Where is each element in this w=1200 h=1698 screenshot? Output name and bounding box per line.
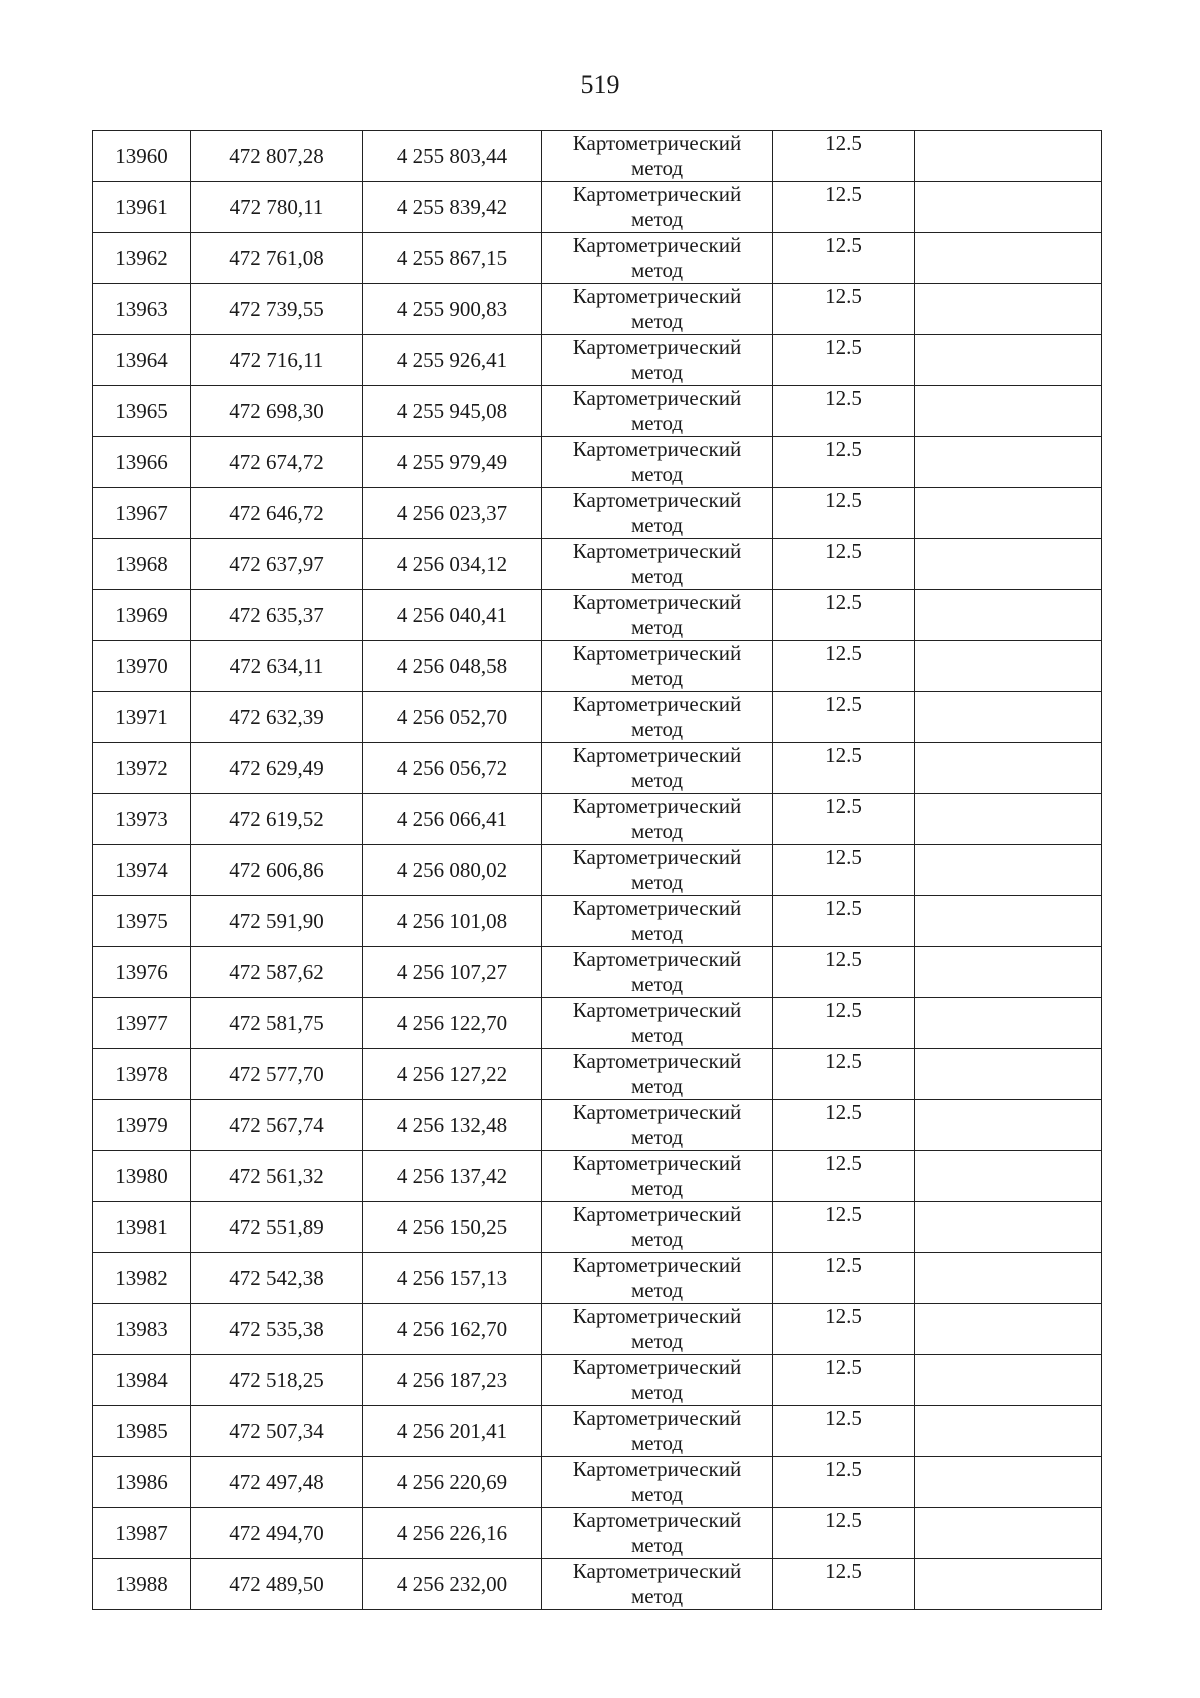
point-number-cell: 13961 [93, 182, 191, 233]
empty-cell [915, 845, 1102, 896]
y-coordinate-cell: 4 255 945,08 [363, 386, 542, 437]
x-coordinate-cell: 472 518,25 [191, 1355, 363, 1406]
point-number-cell: 13980 [93, 1151, 191, 1202]
x-coordinate-cell: 472 780,11 [191, 182, 363, 233]
accuracy-cell: 12.5 [773, 182, 915, 233]
method-cell [542, 1253, 773, 1304]
method-line-1: Картометрический [572, 233, 742, 257]
point-number-cell: 13965 [93, 386, 191, 437]
method-line-1: Картометрический [572, 488, 742, 512]
method-line-2: метод [630, 462, 684, 486]
method-line-2: метод [630, 258, 684, 282]
method-cell [542, 335, 773, 386]
y-coordinate-cell: 4 256 023,37 [363, 488, 542, 539]
method-cell [542, 794, 773, 845]
x-coordinate-cell: 472 716,11 [191, 335, 363, 386]
y-coordinate-cell: 4 256 066,41 [363, 794, 542, 845]
y-coordinate-cell: 4 256 150,25 [363, 1202, 542, 1253]
method-line-2: метод [630, 819, 684, 843]
page-number: 519 [580, 70, 620, 99]
point-number-cell: 13973 [93, 794, 191, 845]
point-number-cell: 13974 [93, 845, 191, 896]
method-line-1: Картометрический [572, 998, 742, 1022]
y-coordinate-cell: 4 256 048,58 [363, 641, 542, 692]
method-cell [542, 182, 773, 233]
table-row [93, 1202, 1102, 1253]
method-line-1: Картометрический [572, 437, 742, 461]
x-coordinate-cell: 472 489,50 [191, 1559, 363, 1610]
point-number-cell: 13977 [93, 998, 191, 1049]
method-line-1: Картометрический [572, 539, 742, 563]
point-number-cell: 13968 [93, 539, 191, 590]
table-row [93, 386, 1102, 437]
empty-cell [915, 947, 1102, 998]
method-cell [542, 488, 773, 539]
table-row [93, 437, 1102, 488]
accuracy-cell: 12.5 [773, 1508, 915, 1559]
method-cell [542, 845, 773, 896]
table-row [93, 1100, 1102, 1151]
method-line-1: Картометрический [572, 335, 742, 359]
method-line-1: Картометрический [572, 182, 742, 206]
empty-cell [915, 437, 1102, 488]
accuracy-cell: 12.5 [773, 896, 915, 947]
empty-cell [915, 743, 1102, 794]
empty-cell [915, 1049, 1102, 1100]
point-number-cell: 13975 [93, 896, 191, 947]
point-number-cell: 13970 [93, 641, 191, 692]
method-line-1: Картометрический [572, 1304, 742, 1328]
method-line-2: метод [630, 564, 684, 588]
method-cell [542, 1202, 773, 1253]
x-coordinate-cell: 472 619,52 [191, 794, 363, 845]
method-cell [542, 131, 773, 182]
accuracy-cell: 12.5 [773, 845, 915, 896]
method-line-1: Картометрический [572, 845, 742, 869]
method-line-2: метод [630, 972, 684, 996]
empty-cell [915, 233, 1102, 284]
method-line-1: Картометрический [572, 131, 742, 155]
method-line-1: Картометрический [572, 1253, 742, 1277]
table-row [93, 1457, 1102, 1508]
accuracy-cell: 12.5 [773, 794, 915, 845]
method-line-2: метод [630, 1023, 684, 1047]
empty-cell [915, 335, 1102, 386]
method-line-2: метод [630, 1176, 684, 1200]
x-coordinate-cell: 472 635,37 [191, 590, 363, 641]
empty-cell [915, 1559, 1102, 1610]
accuracy-cell: 12.5 [773, 692, 915, 743]
accuracy-cell: 12.5 [773, 590, 915, 641]
accuracy-cell: 12.5 [773, 1355, 915, 1406]
y-coordinate-cell: 4 256 080,02 [363, 845, 542, 896]
table-row [93, 998, 1102, 1049]
y-coordinate-cell: 4 256 107,27 [363, 947, 542, 998]
method-line-1: Картометрический [572, 386, 742, 410]
method-line-1: Картометрический [572, 1355, 742, 1379]
method-line-2: метод [630, 666, 684, 690]
table-row [93, 1253, 1102, 1304]
method-cell [542, 692, 773, 743]
point-number-cell: 13962 [93, 233, 191, 284]
table-row [93, 590, 1102, 641]
accuracy-cell: 12.5 [773, 947, 915, 998]
empty-cell [915, 1304, 1102, 1355]
method-line-2: метод [630, 1125, 684, 1149]
x-coordinate-cell: 472 698,30 [191, 386, 363, 437]
point-number-cell: 13960 [93, 131, 191, 182]
accuracy-cell: 12.5 [773, 131, 915, 182]
table-row [93, 743, 1102, 794]
method-line-1: Картометрический [572, 1559, 742, 1583]
method-cell [542, 1304, 773, 1355]
point-number-cell: 13967 [93, 488, 191, 539]
table-row [93, 896, 1102, 947]
point-number-cell: 13987 [93, 1508, 191, 1559]
accuracy-cell: 12.5 [773, 284, 915, 335]
empty-cell [915, 386, 1102, 437]
empty-cell [915, 692, 1102, 743]
empty-cell [915, 1457, 1102, 1508]
accuracy-cell: 12.5 [773, 1100, 915, 1151]
table-row [93, 131, 1102, 182]
y-coordinate-cell: 4 256 187,23 [363, 1355, 542, 1406]
y-coordinate-cell: 4 255 900,83 [363, 284, 542, 335]
empty-cell [915, 1406, 1102, 1457]
x-coordinate-cell: 472 507,34 [191, 1406, 363, 1457]
accuracy-cell: 12.5 [773, 335, 915, 386]
x-coordinate-cell: 472 761,08 [191, 233, 363, 284]
point-number-cell: 13984 [93, 1355, 191, 1406]
method-line-2: метод [630, 615, 684, 639]
method-line-2: метод [630, 1533, 684, 1557]
point-number-cell: 13963 [93, 284, 191, 335]
empty-cell [915, 1508, 1102, 1559]
method-cell [542, 590, 773, 641]
y-coordinate-cell: 4 256 040,41 [363, 590, 542, 641]
x-coordinate-cell: 472 561,32 [191, 1151, 363, 1202]
method-line-2: метод [630, 1482, 684, 1506]
method-cell [542, 1559, 773, 1610]
method-line-2: метод [630, 309, 684, 333]
y-coordinate-cell: 4 256 122,70 [363, 998, 542, 1049]
method-cell [542, 1151, 773, 1202]
method-cell [542, 1457, 773, 1508]
y-coordinate-cell: 4 256 127,22 [363, 1049, 542, 1100]
x-coordinate-cell: 472 637,97 [191, 539, 363, 590]
y-coordinate-cell: 4 256 034,12 [363, 539, 542, 590]
x-coordinate-cell: 472 807,28 [191, 131, 363, 182]
x-coordinate-cell: 472 634,11 [191, 641, 363, 692]
method-cell [542, 1508, 773, 1559]
accuracy-cell: 12.5 [773, 1049, 915, 1100]
accuracy-cell: 12.5 [773, 386, 915, 437]
method-line-1: Картометрический [572, 284, 742, 308]
y-coordinate-cell: 4 256 056,72 [363, 743, 542, 794]
y-coordinate-cell: 4 256 162,70 [363, 1304, 542, 1355]
method-cell [542, 896, 773, 947]
table-row [93, 1508, 1102, 1559]
empty-cell [915, 590, 1102, 641]
method-line-1: Картометрический [572, 1100, 742, 1124]
table-row [93, 539, 1102, 590]
table-row [93, 947, 1102, 998]
x-coordinate-cell: 472 591,90 [191, 896, 363, 947]
x-coordinate-cell: 472 567,74 [191, 1100, 363, 1151]
table-row [93, 335, 1102, 386]
accuracy-cell: 12.5 [773, 1202, 915, 1253]
method-line-2: метод [630, 360, 684, 384]
method-line-2: метод [630, 411, 684, 435]
method-line-2: метод [630, 768, 684, 792]
point-number-cell: 13988 [93, 1559, 191, 1610]
point-number-cell: 13972 [93, 743, 191, 794]
empty-cell [915, 131, 1102, 182]
table-row [93, 1406, 1102, 1457]
accuracy-cell: 12.5 [773, 1253, 915, 1304]
table-row [93, 845, 1102, 896]
table-row [93, 1049, 1102, 1100]
method-cell [542, 539, 773, 590]
point-number-cell: 13986 [93, 1457, 191, 1508]
accuracy-cell: 12.5 [773, 1406, 915, 1457]
empty-cell [915, 641, 1102, 692]
method-line-1: Картометрический [572, 1049, 742, 1073]
y-coordinate-cell: 4 256 201,41 [363, 1406, 542, 1457]
y-coordinate-cell: 4 255 803,44 [363, 131, 542, 182]
y-coordinate-cell: 4 256 220,69 [363, 1457, 542, 1508]
empty-cell [915, 1100, 1102, 1151]
point-number-cell: 13979 [93, 1100, 191, 1151]
accuracy-cell: 12.5 [773, 437, 915, 488]
method-line-1: Картометрический [572, 1202, 742, 1226]
point-number-cell: 13966 [93, 437, 191, 488]
method-line-1: Картометрический [572, 947, 742, 971]
point-number-cell: 13981 [93, 1202, 191, 1253]
x-coordinate-cell: 472 542,38 [191, 1253, 363, 1304]
x-coordinate-cell: 472 646,72 [191, 488, 363, 539]
table-row [93, 794, 1102, 845]
empty-cell [915, 1202, 1102, 1253]
method-cell [542, 233, 773, 284]
table-row [93, 284, 1102, 335]
coordinates-table [92, 130, 1102, 1610]
point-number-cell: 13971 [93, 692, 191, 743]
table-row [93, 1151, 1102, 1202]
accuracy-cell: 12.5 [773, 1304, 915, 1355]
x-coordinate-cell: 472 739,55 [191, 284, 363, 335]
y-coordinate-cell: 4 255 839,42 [363, 182, 542, 233]
method-line-1: Картометрический [572, 743, 742, 767]
y-coordinate-cell: 4 255 979,49 [363, 437, 542, 488]
method-cell [542, 437, 773, 488]
y-coordinate-cell: 4 256 052,70 [363, 692, 542, 743]
method-cell [542, 1355, 773, 1406]
method-line-1: Картометрический [572, 1406, 742, 1430]
method-line-1: Картометрический [572, 590, 742, 614]
method-cell [542, 947, 773, 998]
method-line-2: метод [630, 1380, 684, 1404]
x-coordinate-cell: 472 535,38 [191, 1304, 363, 1355]
method-line-1: Картометрический [572, 1508, 742, 1532]
y-coordinate-cell: 4 256 137,42 [363, 1151, 542, 1202]
empty-cell [915, 998, 1102, 1049]
method-line-2: метод [630, 1074, 684, 1098]
method-cell [542, 641, 773, 692]
y-coordinate-cell: 4 255 867,15 [363, 233, 542, 284]
x-coordinate-cell: 472 629,49 [191, 743, 363, 794]
x-coordinate-cell: 472 497,48 [191, 1457, 363, 1508]
coordinates-table-body [93, 131, 1102, 1610]
table-row [93, 233, 1102, 284]
accuracy-cell: 12.5 [773, 1559, 915, 1610]
table-row [93, 692, 1102, 743]
method-line-2: метод [630, 1329, 684, 1353]
method-line-2: метод [630, 1584, 684, 1608]
accuracy-cell: 12.5 [773, 743, 915, 794]
point-number-cell: 13985 [93, 1406, 191, 1457]
table-row [93, 488, 1102, 539]
empty-cell [915, 539, 1102, 590]
table-row [93, 1304, 1102, 1355]
point-number-cell: 13976 [93, 947, 191, 998]
method-line-2: метод [630, 1278, 684, 1302]
accuracy-cell: 12.5 [773, 641, 915, 692]
x-coordinate-cell: 472 551,89 [191, 1202, 363, 1253]
method-cell [542, 1049, 773, 1100]
empty-cell [915, 1151, 1102, 1202]
accuracy-cell: 12.5 [773, 1457, 915, 1508]
x-coordinate-cell: 472 674,72 [191, 437, 363, 488]
method-cell [542, 743, 773, 794]
y-coordinate-cell: 4 256 157,13 [363, 1253, 542, 1304]
method-line-2: метод [630, 1431, 684, 1455]
method-line-1: Картометрический [572, 641, 742, 665]
y-coordinate-cell: 4 255 926,41 [363, 335, 542, 386]
method-line-2: метод [630, 513, 684, 537]
method-cell [542, 998, 773, 1049]
y-coordinate-cell: 4 256 232,00 [363, 1559, 542, 1610]
accuracy-cell: 12.5 [773, 233, 915, 284]
method-cell [542, 284, 773, 335]
method-line-2: метод [630, 1227, 684, 1251]
x-coordinate-cell: 472 632,39 [191, 692, 363, 743]
y-coordinate-cell: 4 256 132,48 [363, 1100, 542, 1151]
x-coordinate-cell: 472 494,70 [191, 1508, 363, 1559]
empty-cell [915, 896, 1102, 947]
point-number-cell: 13964 [93, 335, 191, 386]
table-row [93, 641, 1102, 692]
x-coordinate-cell: 472 587,62 [191, 947, 363, 998]
x-coordinate-cell: 472 581,75 [191, 998, 363, 1049]
accuracy-cell: 12.5 [773, 1151, 915, 1202]
point-number-cell: 13978 [93, 1049, 191, 1100]
method-cell [542, 1100, 773, 1151]
method-line-1: Картометрический [572, 896, 742, 920]
empty-cell [915, 794, 1102, 845]
method-line-2: метод [630, 207, 684, 231]
x-coordinate-cell: 472 606,86 [191, 845, 363, 896]
accuracy-cell: 12.5 [773, 539, 915, 590]
empty-cell [915, 284, 1102, 335]
table-row [93, 1355, 1102, 1406]
accuracy-cell: 12.5 [773, 998, 915, 1049]
table-row [93, 1559, 1102, 1610]
method-line-1: Картометрический [572, 1457, 742, 1481]
method-line-1: Картометрический [572, 794, 742, 818]
y-coordinate-cell: 4 256 101,08 [363, 896, 542, 947]
empty-cell [915, 182, 1102, 233]
x-coordinate-cell: 472 577,70 [191, 1049, 363, 1100]
method-line-2: метод [630, 717, 684, 741]
point-number-cell: 13982 [93, 1253, 191, 1304]
y-coordinate-cell: 4 256 226,16 [363, 1508, 542, 1559]
empty-cell [915, 1253, 1102, 1304]
empty-cell [915, 488, 1102, 539]
table-row [93, 182, 1102, 233]
point-number-cell: 13969 [93, 590, 191, 641]
method-cell [542, 1406, 773, 1457]
method-line-1: Картометрический [572, 692, 742, 716]
empty-cell [915, 1355, 1102, 1406]
accuracy-cell: 12.5 [773, 488, 915, 539]
method-line-2: метод [630, 921, 684, 945]
method-line-2: метод [630, 870, 684, 894]
method-line-2: метод [630, 156, 684, 180]
method-cell [542, 386, 773, 437]
method-line-1: Картометрический [572, 1151, 742, 1175]
point-number-cell: 13983 [93, 1304, 191, 1355]
